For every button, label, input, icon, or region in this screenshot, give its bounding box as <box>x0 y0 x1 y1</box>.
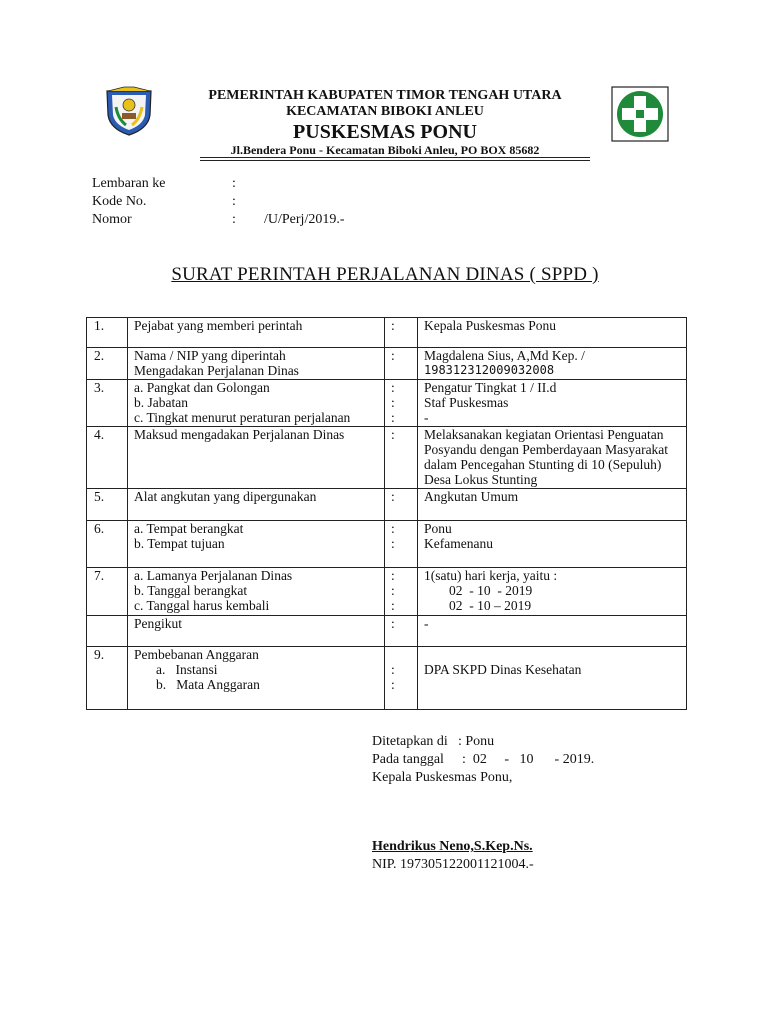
meta-nomor: Nomor : /U/Perj/2019.- <box>92 212 345 227</box>
signature-position: Kepala Puskesmas Ponu, <box>372 770 513 785</box>
header-address: Jl.Bendera Ponu - Kecamatan Biboki Anleu, PO BOX 85682 <box>230 143 540 157</box>
header-divider-2 <box>200 160 590 161</box>
table-row: 1. Pejabat yang memberi perintah : Kepala Puskesmas Ponu <box>87 318 687 348</box>
table-row: Pengikut : - <box>87 616 687 647</box>
table-row: 6. a. Tempat berangkat b. Tempat tujuan : : Ponu Kefamenanu <box>87 521 687 568</box>
table-row: 2. Nama / NIP yang diperintah Mengadakan Perjalanan Dinas : Magdalena Sius, A,Md Kep. / 198312312009032008 <box>87 348 687 380</box>
table-row: 3. a. Pangkat dan Golongan b. Jabatan c. Tingkat menurut peraturan perjalanan : : : Pengatur Tingkat 1 / II.d Staf Puskesmas - <box>87 380 687 427</box>
regency-crest-logo <box>104 85 154 137</box>
meta-kode: Kode No. : <box>92 194 236 209</box>
signatory-nip: NIP. 197305122001121004.- <box>372 857 534 872</box>
document-title: SURAT PERINTAH PERJALANAN DINAS ( SPPD ) <box>171 264 599 285</box>
signature-place: Ditetapkan di : Ponu <box>372 734 495 749</box>
header-government: PEMERINTAH KABUPATEN TIMOR TENGAH UTARA <box>208 88 562 103</box>
puskesmas-cross-logo <box>611 86 669 142</box>
header-divider <box>200 157 590 158</box>
signature-date: Pada tanggal : 02 - 10 - 2019. <box>372 752 595 767</box>
header-puskesmas: PUSKESMAS PONU <box>293 121 477 143</box>
header-district: KECAMATAN BIBOKI ANLEU <box>286 104 484 119</box>
table-row: 5. Alat angkutan yang dipergunakan : Angkutan Umum <box>87 489 687 521</box>
table-row: 9. Pembebanan Anggaran a. Instansi b. Mata Anggaran : : DPA SKPD Dinas Kesehatan <box>87 647 687 710</box>
table-row: 4. Maksud mengadakan Perjalanan Dinas : Melaksanakan kegiatan Orientasi Penguatan Posyandu dengan Pemberdayaan Masyarakat dalam Pencegahan Stunting di 10 (Sepuluh) Desa Lokus Stunting <box>87 427 687 489</box>
nip-value: 198312312009032008 <box>424 363 555 377</box>
sppd-table <box>86 317 687 710</box>
signatory-name: Hendrikus Neno,S.Kep.Ns. <box>372 839 533 854</box>
table-row: 7. a. Lamanya Perjalanan Dinas b. Tanggal berangkat c. Tanggal harus kembali : : : 1(satu) hari kerja, yaitu : 02 - 10 - 2019 02 - 10 – 2019 <box>87 568 687 616</box>
meta-lembaran: Lembaran ke : <box>92 176 236 191</box>
